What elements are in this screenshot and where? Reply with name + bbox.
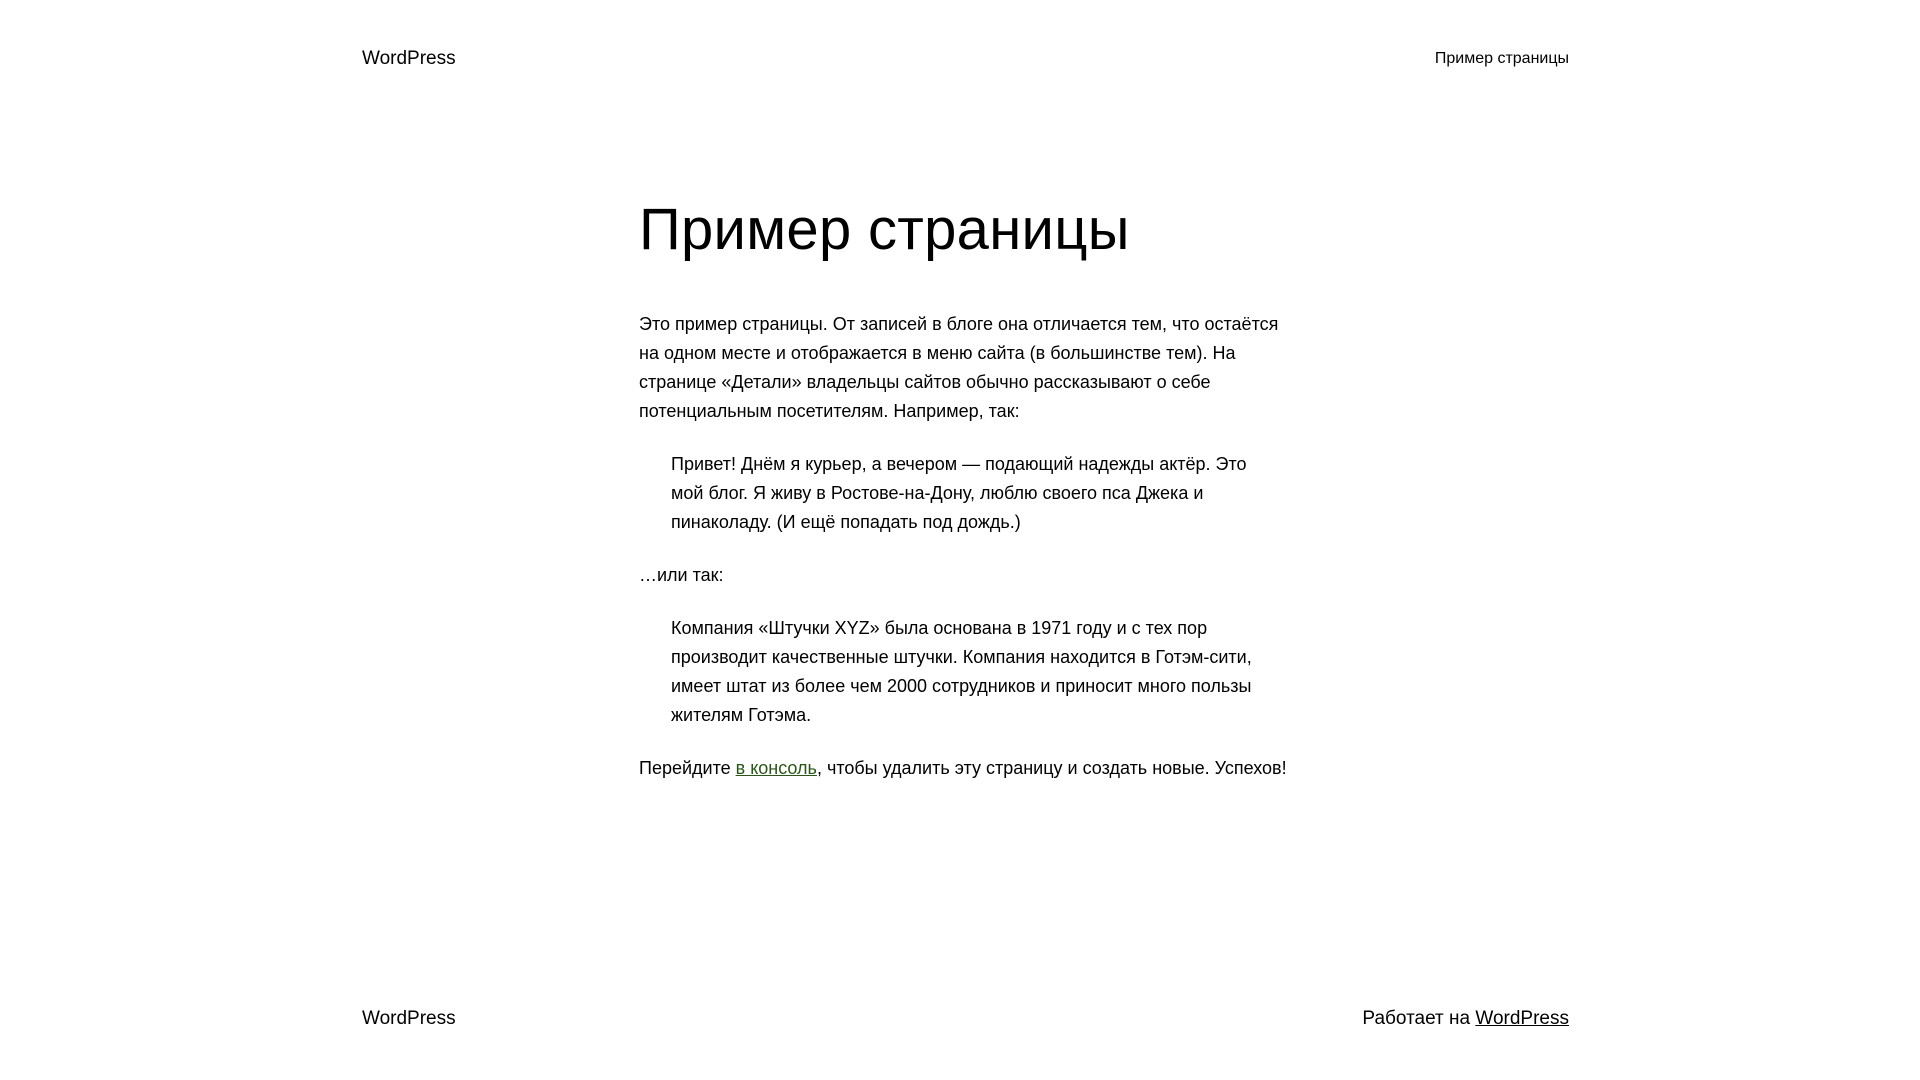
powered-by-wordpress-link[interactable]: WordPress bbox=[1475, 1008, 1569, 1029]
powered-by-text: Работает на bbox=[1362, 1008, 1476, 1029]
console-link[interactable]: в консоль bbox=[735, 758, 817, 778]
powered-by bbox=[1362, 1008, 1569, 1030]
quote-courier: Привет! Днём я курьер, а вечером — подающий надежды актёр. Это мой блог. Я живу в Ростове-на-Дону, люблю своего пса Джека и пинаколаду. (И ещё попадать под дождь.) bbox=[671, 454, 1247, 532]
page-content bbox=[639, 192, 1289, 783]
site-footer bbox=[362, 1008, 1569, 1030]
page-title: Пример страницы bbox=[639, 197, 1130, 262]
site-title-link[interactable]: WordPress bbox=[362, 48, 456, 69]
quote-company: Компания «Штучки XYZ» была основана в 1971 году и с тех пор производит качественные штучки. Компания находится в Готэм-сити, имеет штат из более чем 2000 сотрудников и приносит много пользы жителям Готэма. bbox=[671, 618, 1252, 725]
outro-paragraph bbox=[639, 754, 1289, 783]
or-paragraph: …или так: bbox=[639, 565, 724, 585]
primary-nav bbox=[1435, 50, 1569, 68]
footer-site-title-link[interactable]: WordPress bbox=[362, 1008, 456, 1029]
nav-item-sample-page[interactable]: Пример страницы bbox=[1434, 50, 1569, 67]
outro-text-after: , чтобы удалить эту страницу и создать новые. Успехов! bbox=[816, 758, 1287, 778]
intro-paragraph: Это пример страницы. От записей в блоге она отличается тем, что остаётся на одном месте и отображается в меню сайта (в большинстве тем). На странице «Детали» владельцы сайтов обычно рассказывают о себе потенциальным посетителям. Например, так: bbox=[639, 314, 1279, 421]
site-header bbox=[362, 48, 1569, 70]
outro-text-before: Перейдите bbox=[639, 758, 736, 778]
